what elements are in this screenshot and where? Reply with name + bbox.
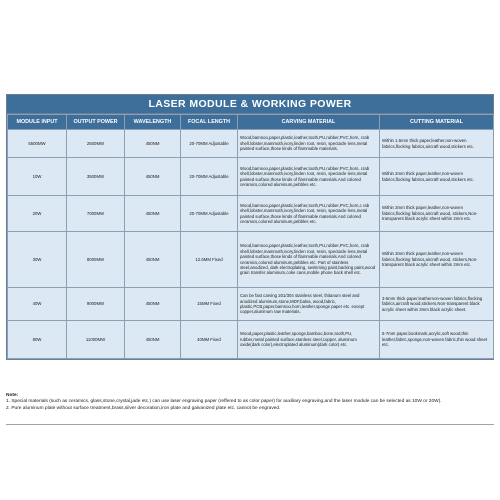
cell-module-input: 10W xyxy=(8,158,67,196)
cell-module-input: 80W xyxy=(8,321,67,359)
note-line-2: 2. Pure aluminum plate without surface treatment,brass,silver decoration,iron plate and galvanized plate etc. cannot be engraved. xyxy=(6,405,281,411)
table-row xyxy=(8,130,494,158)
cell-output-power: 9000MW xyxy=(67,288,125,321)
cell-module-input: 40W xyxy=(8,288,67,321)
cell-focal-length: 20-70MM Adjustable xyxy=(181,196,238,232)
cell-carving-material: Wood,bamnoo,paper,plastic,leather,tooth,PU,rubber,PVC,horn, crab shell,lobster,mammoth,ivory,linden root, resin, spectacle lens,metal painted surface,those kinds of flammable materials.And colored ceramics,colored aluminum,pebbles etc. xyxy=(238,158,380,196)
spec-table xyxy=(7,114,494,359)
cell-output-power: 8000MW xyxy=(67,232,125,288)
cell-cutting-material: 3-5mm thick paper,leathernon-woven fabrics,flocking fabrics,aircraft wood,stickers,Non-transparent black acrylic sheet within 3mm black acrylic sheet. xyxy=(380,288,494,321)
cell-wavelength: 450NM xyxy=(125,288,181,321)
note-title: Note: xyxy=(6,393,19,398)
table-row xyxy=(8,158,494,196)
bottom-divider xyxy=(6,424,494,425)
cell-wavelength: 450NM xyxy=(125,158,181,196)
cell-focal-length: 20-70MM Adjustable xyxy=(181,130,238,158)
header-carving-material: CARVING MATERIAL xyxy=(238,115,380,130)
header-wavelength: WAVELENGTH xyxy=(125,115,181,130)
cell-output-power: 2500MW xyxy=(67,130,125,158)
header-cutting-material: CUTTING MATERIAL xyxy=(380,115,494,130)
cell-carving-material: Wood,bamnoo,paper,plastic,leather,tooth,PU,rubber,PVC,horn, crab shell,lobster,mammoth,ivory,linden root, resin, spectacle lens,metal painted surface,those kinds of flammable materials. xyxy=(238,130,380,158)
cell-cutting-material: Within 1.5mm thick paper,leather,non-woven fabrics,flocking fabrics,aircraft wood,stickers etc. xyxy=(380,130,494,158)
cell-cutting-material: Within 2mm thick paper,leather,non-woven fabrics,flocking fabrics,aircraft wood,stickers etc. xyxy=(380,158,494,196)
header-module-input: MODULE INPUT xyxy=(8,115,67,130)
header-output-power: OUTPUT POWER xyxy=(67,115,125,130)
cell-focal-length: 15MM Fixed xyxy=(181,288,238,321)
header-focal-length: FOCAL LENGTH xyxy=(181,115,238,130)
cell-wavelength: 450NM xyxy=(125,196,181,232)
cell-module-input: 5500MW xyxy=(8,130,67,158)
table-row xyxy=(8,288,494,321)
header-row xyxy=(8,115,494,130)
note-line-1: 1. Special materials (such as ceramics, glass,stone,crystal,jade etc.) can use laser engraving paper (reffered to as color paper) for auxiliary engraving,and the laser module can be selected as 10W or 20W). xyxy=(6,399,442,405)
cell-cutting-material: Within 3mm thick paper,leather,non-woven fabrics,flocking fabrics,aircraft wood, stickers,Non-transparent black acrylic sheet within 2mm etc. xyxy=(380,232,494,288)
cell-output-power: 7000MW xyxy=(67,196,125,232)
cell-carving-material: Can be fast carving 201/304 stainless steel, thitanum steel and anodized aluminum,stone,MDF,balsa, wood,fabric, plastic,PCB,paper,bamnoo,horn,leather,sponge paper etc. except copper,aluminum raw materials. xyxy=(238,288,380,321)
cell-carving-material: Wood,bamnoo,paper,plastic,leather,tooth,PU,rubber,PVC,horn, crab shell,lobster,mammoth,ivory,linden root, resin, spectacle lens,metal painted surface,those kinds of flammable materials.And colored ceramics,colored aluminum,pebbles etc. Part of stainless steel,anodized, dark electroplating, swimming paint,backing paint,wood grain transfer aluminum,coke cans,mobile phone back shell etc. xyxy=(238,232,380,288)
cell-carving-material: Wood,bamnoo,paper,plastic,leather,tooth,PU,rubber,PVC,horn,c rab shell,lobster,mammoth,ivory,linden root, resin, spectacle lens,metal painted surface,those kinds of flammable materials.And colored ceramics,colored aluminum,pebbles etc. xyxy=(238,196,380,232)
cell-wavelength: 450NM xyxy=(125,130,181,158)
spec-table-frame xyxy=(6,94,494,360)
cell-module-input: 30W xyxy=(8,232,67,288)
table-row xyxy=(8,196,494,232)
table-row xyxy=(8,232,494,288)
cell-output-power: 11000MW xyxy=(67,321,125,359)
cell-output-power: 3500MW xyxy=(67,158,125,196)
cell-cutting-material: 5-7mm paper,bookmark,acrylic,soft wood,thin leather,fabric,sponge,non-woven fabric,thin wood sheet etc. xyxy=(380,321,494,359)
cell-focal-length: 40MM Fixed xyxy=(181,321,238,359)
cell-wavelength: 450NM xyxy=(125,321,181,359)
table-title: LASER MODULE & WORKING POWER xyxy=(7,95,493,114)
cell-focal-length: 20-70MM Adjustable xyxy=(181,158,238,196)
table-row xyxy=(8,321,494,359)
note-section xyxy=(6,393,494,412)
cell-wavelength: 450NM xyxy=(125,232,181,288)
cell-cutting-material: Within 3mm thick paper,leather,non-woven fabrics,flocking fabrics,aircraft wood, stickers,Non-transparent black acrylic sheet within 2mm etc. xyxy=(380,196,494,232)
cell-carving-material: Wood,paper,plastic,leather,sponge,bamboo,bone,tooth,PU, rubber,metal painted surface,stanless steel,copper, aluminum oxide(dark color),electroplated aluminum(dark color) etc. xyxy=(238,321,380,359)
cell-focal-length: 12.6MM Fixed xyxy=(181,232,238,288)
cell-module-input: 20W xyxy=(8,196,67,232)
